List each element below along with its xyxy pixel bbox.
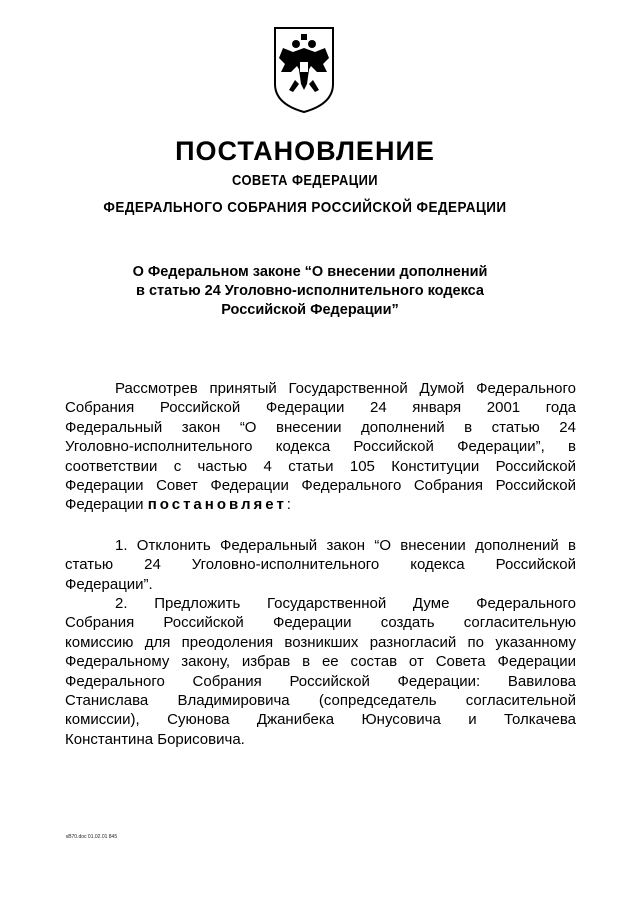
item-2-line: комиссию для преодоления возникших разногласий по указанному — [65, 633, 576, 651]
document-subtitle-assembly: ФЕДЕРАЛЬНОГО СОБРАНИЯ РОССИЙСКОЙ ФЕДЕРАЦИИ — [103, 199, 507, 216]
coat-of-arms-emblem — [271, 20, 337, 116]
preamble-last-line — [65, 495, 576, 514]
document-subtitle-council: СОВЕТА ФЕДЕРАЦИИ — [232, 172, 378, 189]
decree-word: постановляет — [147, 496, 287, 514]
item-2-line: Станислава Владимировича (сопредседатель согласительной — [65, 692, 576, 710]
preamble-line: Собрания Российской Федерации 24 января 2001 года — [65, 399, 576, 417]
item-2-line: Собрания Российской Федерации создать согласительную — [65, 614, 576, 632]
preamble-line: Федеральный закон “О внесении дополнений в статью 24 — [65, 418, 576, 436]
subject-line: Российской Федерации” — [221, 302, 399, 318]
item-1-line: Федерации”. — [65, 575, 153, 593]
preamble-line: Федерации Совет Федерации Федерального Собрания Российской — [65, 477, 576, 495]
preamble-last-suffix: : — [286, 496, 291, 514]
subject-line: О Федеральном законе “О внесении дополнений — [132, 264, 488, 280]
preamble-line: Рассмотрев принятый Государственной Думой Федерального — [115, 380, 576, 397]
item-2-line: Федерального Собрания Российской Федерации: Вавилова — [65, 672, 576, 690]
item-2-paragraph — [65, 594, 576, 749]
preamble-last-prefix: Федерации — [65, 496, 148, 514]
item-2-line: комиссии), Суюнова Джанибека Юнусовича и Толкачева — [65, 711, 576, 729]
item-2-line: Константина Борисовича. — [65, 730, 245, 748]
item-1-line: 1. Отклонить Федеральный закон “О внесении дополнений в — [115, 537, 576, 554]
footer-code: кВ70.doc 01.02.01 845 — [66, 834, 118, 840]
preamble-line: Уголовно-исполнительного кодекса Российской Федерации”, в — [65, 438, 576, 456]
document-title: ПОСТАНОВЛЕНИЕ — [175, 136, 435, 166]
item-1-line: статью 24 Уголовно-исполнительного кодекса Российской — [65, 556, 576, 574]
item-1-paragraph — [65, 536, 576, 594]
subject-line: в статью 24 Уголовно-исполнительного кодекса — [136, 283, 484, 299]
preamble-paragraph — [65, 379, 576, 515]
document-subject — [60, 263, 560, 320]
item-2-line: Федеральному закону, избрав в ее состав от Совета Федерации — [65, 653, 576, 671]
preamble-line: соответствии с частью 4 статьи 105 Конституции Российской — [65, 457, 576, 475]
item-2-line: 2. Предложить Государственной Думе Федерального — [115, 595, 576, 612]
